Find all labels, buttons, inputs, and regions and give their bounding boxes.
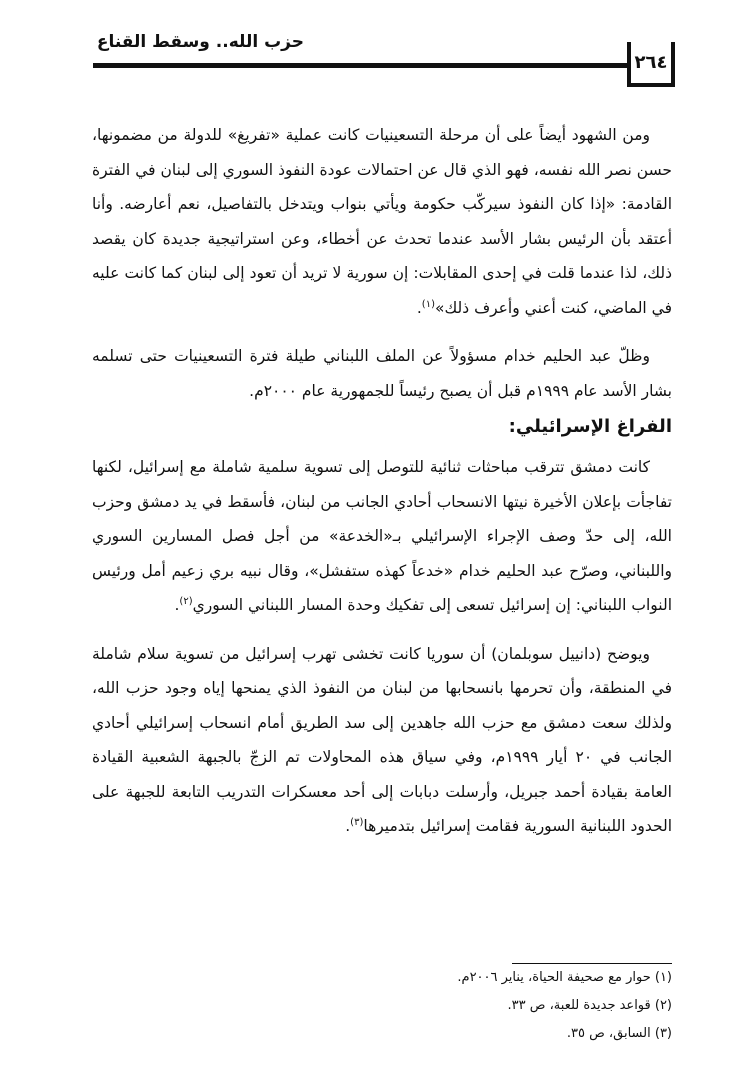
section-heading: الفراغ الإسرائيلي:: [508, 416, 672, 437]
footnotes: [300, 964, 672, 1048]
header-rule: [93, 63, 630, 68]
page-body: [92, 118, 672, 844]
paragraph-3-end: .: [174, 596, 180, 614]
paragraph-1: [92, 118, 672, 325]
footnote-ref-1: (١): [421, 298, 435, 310]
running-title: حزب الله.. وسقط القناع: [96, 32, 304, 52]
paragraph-gap: [92, 623, 672, 637]
paragraph-4-end: .: [345, 817, 351, 835]
footnote-ref-3: (٣): [350, 816, 364, 828]
paragraph-2: وظلّ عبد الحليم خدام مسؤولاً عن الملف اللبناني طيلة فترة التسعينيات حتى تسلمه بشار الأسد عام ١٩٩٩م قبل أن يصبح رئيساً للجمهورية عام ٢٠٠٠م.: [92, 347, 672, 400]
footnote-1: (١) حوار مع صحيفة الحياة، يناير ٢٠٠٦م.: [457, 970, 672, 985]
paragraph-4: [92, 637, 672, 844]
paragraph-1-text: ومن الشهود أيضاً على أن مرحلة التسعينيات كانت عملية «تفريغ» للدولة من مضمونها، حسن نصر الله نفسه، فهو الذي قال عن احتمالات عودة النفوذ السوري إلى لبنان في الفترة القادمة: «إذا كان النفوذ سيركّب حكومة ويأتي بنواب ويتدخل بالتفاصيل، نعم أعارضه. وأنا أعتقد بأن الرئيس بشار الأسد عندما تحدث عن أخطاء، وعن استراتيجية جديدة كان يقصد ذلك، لذا عندما قلت في إحدى المقابلات: إن سورية لا تريد أن تعود إلى لبنان كما كانت عليه في الماضي، كنت أعني وأعرف ذلك»: [92, 126, 672, 317]
footnote-3: (٣) السابق، ص ٣٥.: [566, 1026, 672, 1041]
footnote-ref-2: (٢): [179, 595, 193, 607]
footnote-2: (٢) قواعد جديدة للعبة، ص ٣٣.: [507, 998, 672, 1013]
paragraph-1-end: .: [416, 298, 422, 317]
paragraph-4-text: ويوضح (دانييل سوبلمان) أن سوريا كانت تخشى تهرب إسرائيل من تسوية سلام شاملة في المنطقة، وأن تحرمها بانسحابها من لبنان من النفوذ الذي يمنحها إياه وجود حزب الله، ولذلك سعت دمشق مع حزب الله جاهدين إلى سد الطريق أمام انسحاب إسرائيلي أحادي الجانب في ٢٠ أيار ١٩٩٩م، وفي سياق هذه المحاولات تم الزجّ بالجبهة الشعبية القيادة العامة بقيادة أحمد جبريل، وأرسلت دبابات إلى أحد معسكرات التدريب التابعة للجبهة على الحدود اللبنانية السورية فقامت إسرائيل بتدميرها: [92, 644, 673, 835]
paragraph-3: [92, 450, 672, 623]
page-number: ٢٦٤: [627, 42, 675, 87]
paragraph-3-text: كانت دمشق تترقب مباحثات ثنائية للتوصل إلى تسوية سلمية شاملة مع إسرائيل، لكنها تفاجأت بإعلان الأخيرة نيتها الانسحاب أحادي الجانب من لبنان، فأسقط في يد دمشق وحزب الله، إلى حدّ وصف الإجراء الإسرائيلي بـ«الخدعة» من أجل فصل المسارين السوري واللبناني، وصرّح عبد الحليم خدام «خدعاً كهذه ستفشل»، وقال نبيه بري زعيم أمل ورئيس النواب اللبناني: إن إسرائيل تسعى إلى تفكيك وحدة المسار اللبناني السوري: [92, 458, 672, 614]
page-header: [0, 0, 744, 110]
paragraph-gap: [92, 325, 672, 339]
